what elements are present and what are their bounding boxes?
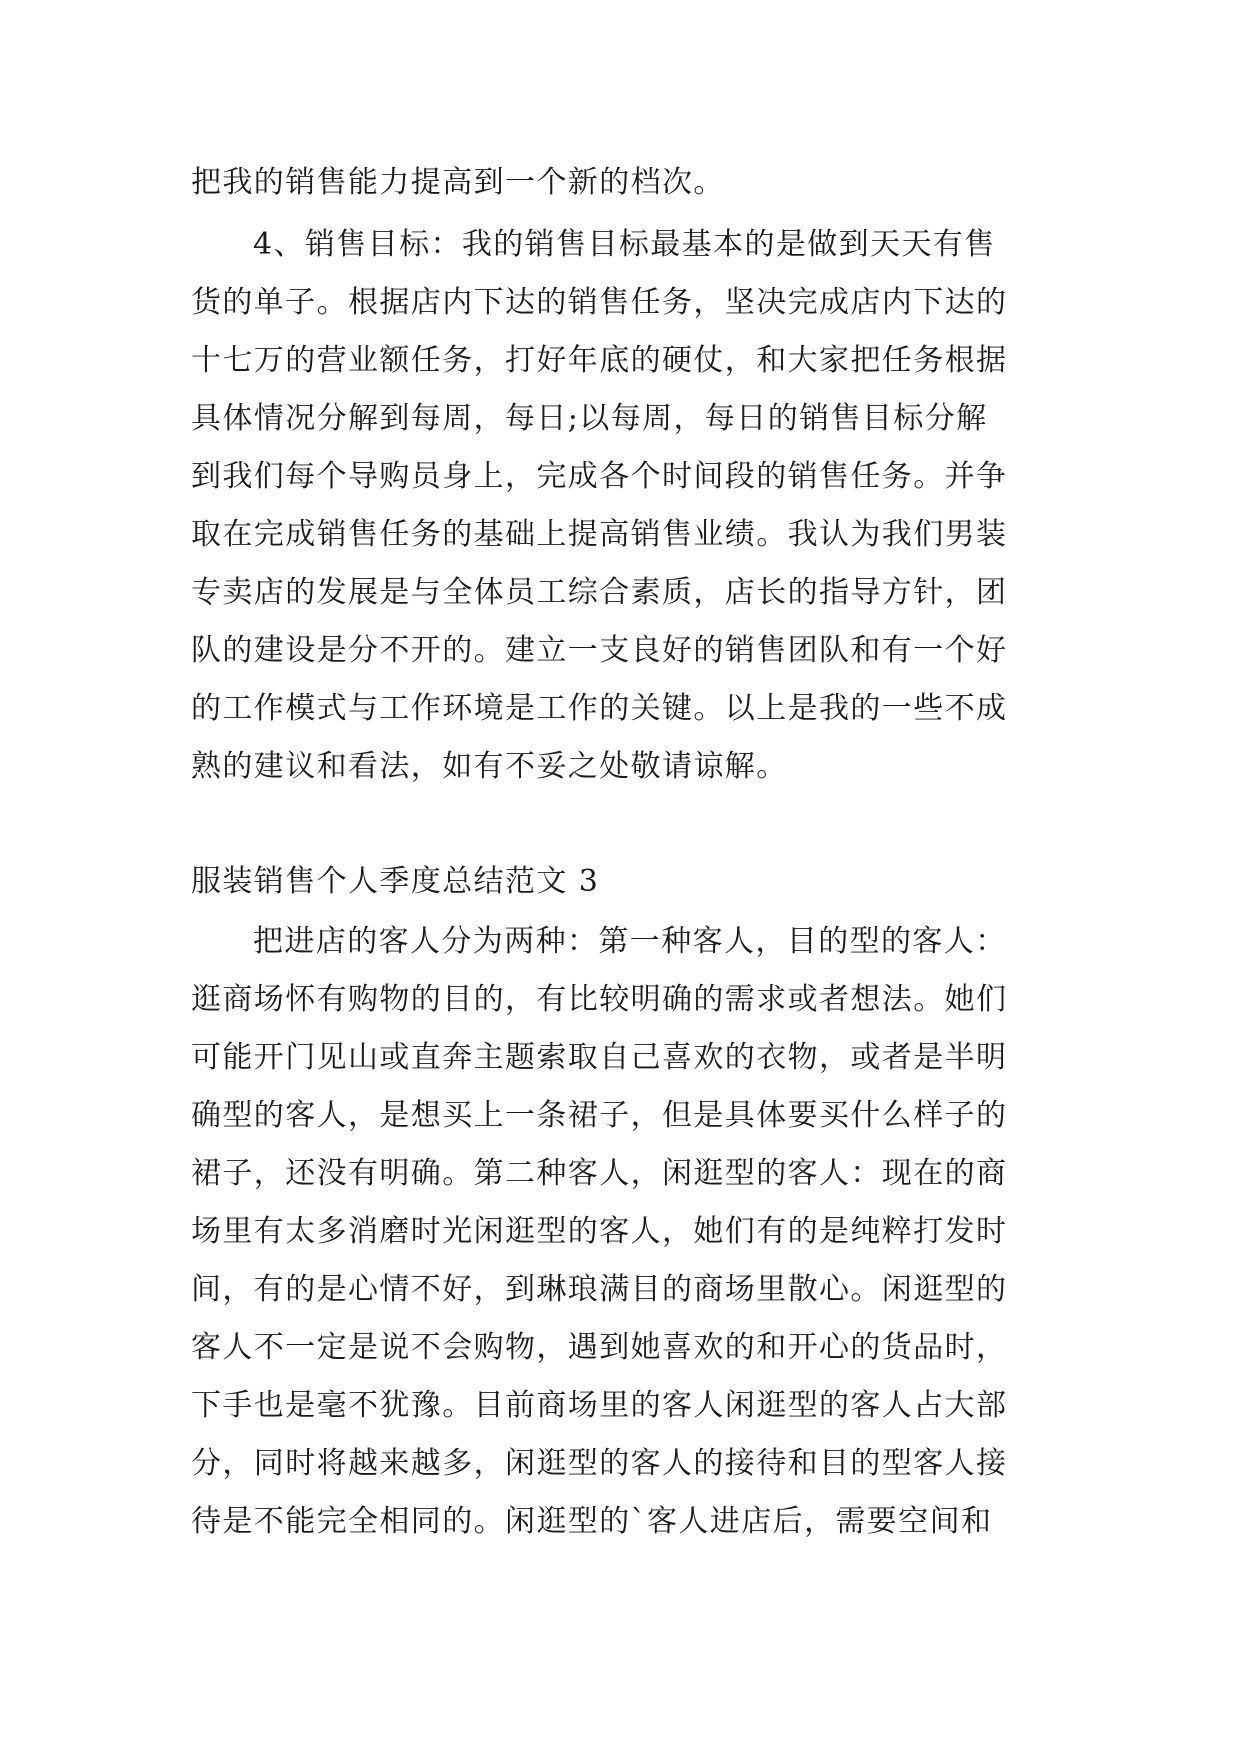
paragraph-line: 熟的建议和看法，如有不妥之处敬请谅解。 (191, 749, 788, 784)
paragraph-line: 队的建设是分不开的。建立一支良好的销售团队和有一个好 (191, 633, 1008, 668)
paragraph-line: 到我们每个导购员身上，完成各个时间段的销售任务。并争 (191, 459, 1008, 494)
paragraph-line: 专卖店的发展是与全体员工综合素质，店长的指导方针，团 (191, 575, 1008, 610)
paragraph-line: 客人不一定是说不会购物，遇到她喜欢的和开心的货品时， (191, 1330, 1008, 1365)
paragraph-line: 货的单子。根据店内下达的销售任务，坚决完成店内下达的 (191, 285, 1008, 320)
paragraph-line: 可能开门见山或直奔主题索取自己喜欢的衣物，或者是半明 (191, 1040, 1008, 1075)
paragraph-line: 4、销售目标：我的销售目标最基本的是做到天天有售 (253, 227, 996, 262)
paragraph-line: 下手也是毫不犹豫。目前商场里的客人闲逛型的客人占大部 (191, 1388, 1008, 1423)
paragraph-line: 间，有的是心情不好，到琳琅满目的商场里散心。闲逛型的 (191, 1272, 1008, 1307)
paragraph-line: 把进店的客人分为两种：第一种客人，目的型的客人： (253, 924, 1007, 959)
paragraph-line: 逛商场怀有购物的目的，有比较明确的需求或者想法。她们 (191, 982, 1008, 1017)
paragraph-line: 具体情况分解到每周，每日;以每周，每日的销售目标分解 (191, 401, 988, 436)
paragraph-line: 的工作模式与工作环境是工作的关键。以上是我的一些不成 (191, 691, 1008, 726)
paragraph-line: 分，同时将越来越多，闲逛型的客人的接待和目的型客人接 (191, 1446, 1008, 1481)
paragraph-line: 取在完成销售任务的基础上提高销售业绩。我认为我们男装 (191, 517, 1008, 552)
paragraph-line: 确型的客人，是想买上一条裙子，但是具体要买什么样子的 (191, 1098, 1008, 1133)
paragraph-line: 十七万的营业额任务，打好年底的硬仗，和大家把任务根据 (191, 343, 1008, 378)
section-title: 服装销售个人季度总结范文 3 (191, 864, 600, 899)
paragraph-line: 把我的销售能力提高到一个新的档次。 (191, 165, 725, 200)
paragraph-line: 待是不能完全相同的。闲逛型的`客人进店后，需要空间和 (191, 1504, 993, 1539)
paragraph-line: 裙子，还没有明确。第二种客人，闲逛型的客人：现在的商 (191, 1156, 1008, 1191)
paragraph-line: 场里有太多消磨时光闲逛型的客人，她们有的是纯粹打发时 (191, 1214, 1008, 1249)
